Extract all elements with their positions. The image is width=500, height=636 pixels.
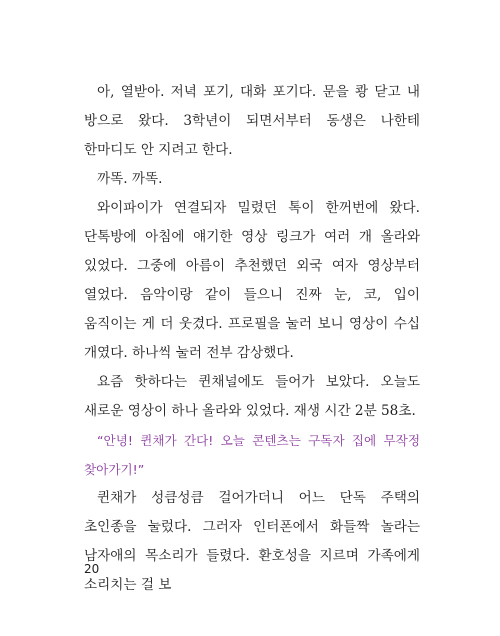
paragraph: 와이파이가 연결되자 밀렸던 톡이 한꺼번에 왔다. 단톡방에 아침에 얘기한 영상 링크가 여러 개 올라와 있었다. 그중에 아름이 추천했던 외국 여자 영상부터 열었다. 음악이랑 같이 들으니 진짜 눈, 코, 입이 움직이는 게 더 웃겼다. 프로필을 눌러 보니 영상이 수십 개였다. 하나씩 눌러 전부 감상했다. bbox=[84, 200, 420, 361]
body-text bbox=[84, 78, 420, 600]
dialogue-paragraph: “안녕! 퀸채가 간다! 오늘 콘텐츠는 구독자 집에 무작정 찾아가기!” bbox=[84, 433, 420, 477]
paragraph: 퀸채가 성큼성큼 걸어가더니 어느 단독 주택의 초인종을 눌렀다. 그러자 인터폰에서 화들짝 놀라는 남자애의 목소리가 들렸다. 환호성을 지르며 가족에게 소리치는 걸 보 bbox=[84, 490, 420, 593]
paragraph: 아, 열받아. 저녁 포기, 대화 포기다. 문을 쾅 닫고 내 방으로 왔다. 3학년이 되면서부터 동생은 나한테 한마디도 안 지려고 한다. bbox=[84, 84, 420, 158]
paragraph: 까똑. 까똑. bbox=[97, 171, 163, 187]
page-number: 20 bbox=[84, 562, 100, 576]
paragraph: 요즘 핫하다는 퀸채널에도 들어가 보았다. 오늘도 새로운 영상이 하나 올라와 있었다. 재생 시간 2분 58초. bbox=[84, 374, 420, 419]
